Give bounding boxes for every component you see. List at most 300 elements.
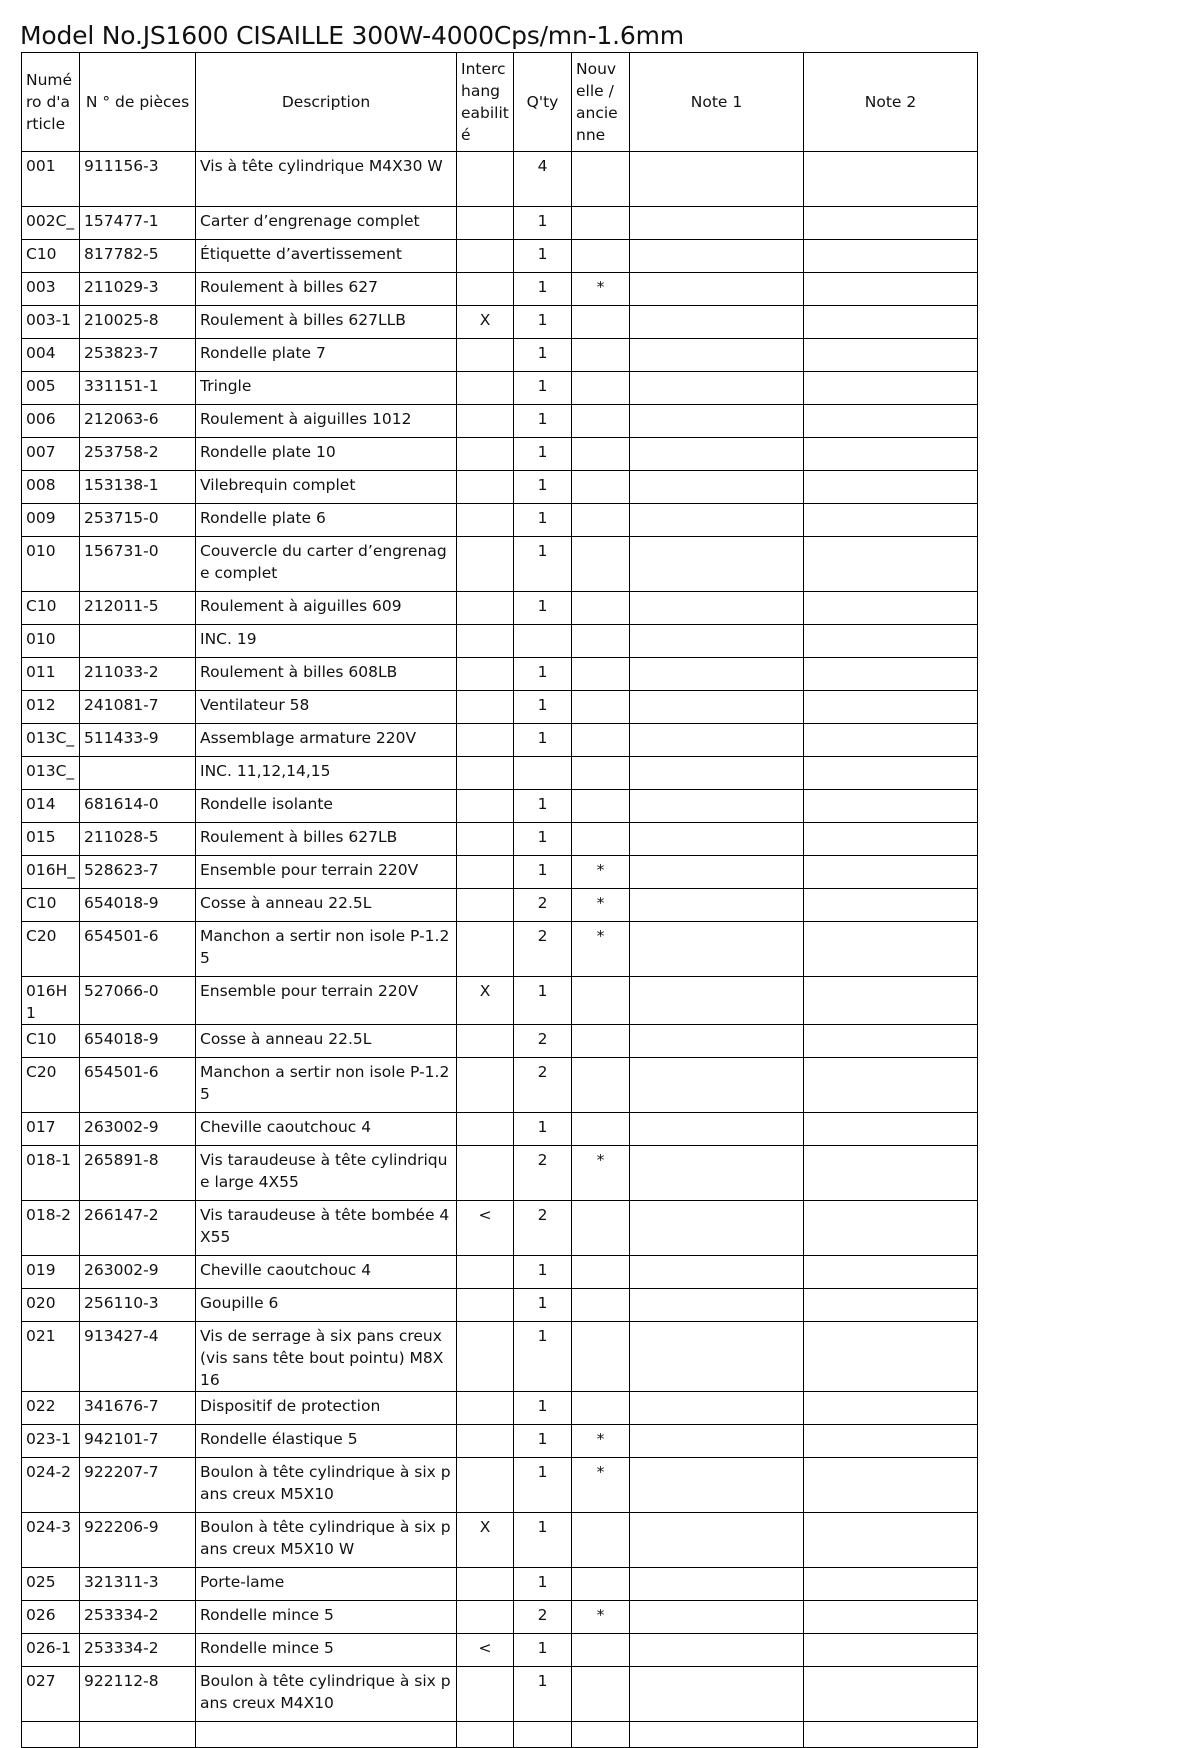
- cell-part-number: 817782-5: [80, 240, 196, 273]
- cell-new-old: [572, 1568, 630, 1601]
- cell-article: C10: [22, 1025, 80, 1058]
- cell-article: 018-1: [22, 1146, 80, 1201]
- cell-part-number: 253758-2: [80, 438, 196, 471]
- header-new-old: Nouvelle / ancienne: [572, 53, 630, 152]
- cell-interchangeability: X: [457, 306, 514, 339]
- cell-article: 002C_: [22, 207, 80, 240]
- cell-qty: 1: [514, 1458, 572, 1513]
- cell-qty: 2: [514, 1058, 572, 1113]
- cell-note-2: [804, 306, 978, 339]
- cell-part-number: [80, 625, 196, 658]
- cell-new-old: [572, 1025, 630, 1058]
- cell-qty: 1: [514, 977, 572, 1025]
- cell-description: INC. 19: [196, 625, 457, 658]
- cell-note-2: [804, 1568, 978, 1601]
- table-row: [22, 537, 978, 592]
- cell-new-old: [572, 240, 630, 273]
- cell-qty: 1: [514, 1392, 572, 1425]
- cell-new-old: [572, 1513, 630, 1568]
- cell-part-number: 153138-1: [80, 471, 196, 504]
- cell-qty: 1: [514, 471, 572, 504]
- cell-qty: 2: [514, 1601, 572, 1634]
- cell-description: Étiquette d’avertissement: [196, 240, 457, 273]
- cell-note-1: [630, 1667, 804, 1722]
- cell-description: Boulon à tête cylindrique à six pans creux M5X10 W: [196, 1513, 457, 1568]
- cell-description: Goupille 6: [196, 1289, 457, 1322]
- cell-part-number: 210025-8: [80, 306, 196, 339]
- table-row: [22, 152, 978, 207]
- cell-part-number: 527066-0: [80, 977, 196, 1025]
- cell-note-1: [630, 625, 804, 658]
- cell-part-number: 263002-9: [80, 1256, 196, 1289]
- cell-interchangeability: [457, 471, 514, 504]
- cell-note-2: [804, 1392, 978, 1425]
- cell-note-2: [804, 1146, 978, 1201]
- cell-note-1: [630, 1322, 804, 1392]
- cell-qty: [514, 757, 572, 790]
- cell-article: [22, 1722, 80, 1748]
- cell-interchangeability: [457, 1025, 514, 1058]
- cell-note-2: [804, 471, 978, 504]
- cell-note-1: [630, 1513, 804, 1568]
- document-title: Model No.JS1600 CISAILLE 300W-4000Cps/mn-1.6mm: [20, 21, 684, 50]
- table-row: [22, 977, 978, 1025]
- cell-note-2: [804, 724, 978, 757]
- cell-note-1: [630, 1568, 804, 1601]
- cell-note-1: [630, 1425, 804, 1458]
- cell-article: C10: [22, 240, 80, 273]
- cell-article: 025: [22, 1568, 80, 1601]
- cell-note-1: [630, 471, 804, 504]
- table-row: [22, 1201, 978, 1256]
- cell-interchangeability: [457, 1256, 514, 1289]
- cell-part-number: 253334-2: [80, 1601, 196, 1634]
- cell-qty: 1: [514, 306, 572, 339]
- cell-article: 015: [22, 823, 80, 856]
- cell-article: 023-1: [22, 1425, 80, 1458]
- cell-new-old: [572, 1256, 630, 1289]
- cell-description: Rondelle plate 10: [196, 438, 457, 471]
- cell-interchangeability: [457, 537, 514, 592]
- cell-note-2: [804, 1058, 978, 1113]
- cell-description: Assemblage armature 220V: [196, 724, 457, 757]
- cell-new-old: [572, 152, 630, 207]
- cell-note-1: [630, 1025, 804, 1058]
- cell-interchangeability: [457, 691, 514, 724]
- header-interchangeability: Interchangeabilité: [457, 53, 514, 152]
- table-row: [22, 1601, 978, 1634]
- cell-new-old: *: [572, 1601, 630, 1634]
- table-row: [22, 1425, 978, 1458]
- cell-new-old: [572, 592, 630, 625]
- cell-interchangeability: [457, 592, 514, 625]
- cell-description: Boulon à tête cylindrique à six pans creux M5X10: [196, 1458, 457, 1513]
- cell-part-number: 528623-7: [80, 856, 196, 889]
- cell-qty: 1: [514, 856, 572, 889]
- cell-note-2: [804, 1722, 978, 1748]
- cell-interchangeability: [457, 438, 514, 471]
- cell-description: Porte-lame: [196, 1568, 457, 1601]
- cell-description: Vis à tête cylindrique M4X30 W: [196, 152, 457, 207]
- cell-new-old: *: [572, 273, 630, 306]
- cell-new-old: [572, 1289, 630, 1322]
- cell-article: 007: [22, 438, 80, 471]
- cell-part-number: 253334-2: [80, 1634, 196, 1667]
- cell-part-number: 253823-7: [80, 339, 196, 372]
- cell-article: 004: [22, 339, 80, 372]
- cell-note-1: [630, 1392, 804, 1425]
- cell-qty: 1: [514, 1289, 572, 1322]
- cell-note-1: [630, 1601, 804, 1634]
- cell-interchangeability: [457, 625, 514, 658]
- cell-note-1: [630, 405, 804, 438]
- cell-description: Dispositif de protection: [196, 1392, 457, 1425]
- cell-note-1: [630, 977, 804, 1025]
- cell-article: 012: [22, 691, 80, 724]
- table-row: [22, 1392, 978, 1425]
- table-row: [22, 240, 978, 273]
- cell-new-old: [572, 537, 630, 592]
- cell-part-number: 331151-1: [80, 372, 196, 405]
- cell-qty: 4: [514, 152, 572, 207]
- parts-table-body: [22, 152, 978, 1748]
- cell-note-1: [630, 592, 804, 625]
- cell-note-1: [630, 856, 804, 889]
- cell-note-2: [804, 504, 978, 537]
- cell-part-number: 922206-9: [80, 1513, 196, 1568]
- cell-note-2: [804, 1113, 978, 1146]
- cell-description: Vis de serrage à six pans creux (vis sans tête bout pointu) M8X16: [196, 1322, 457, 1392]
- cell-part-number: 654018-9: [80, 889, 196, 922]
- cell-new-old: [572, 504, 630, 537]
- cell-qty: 1: [514, 438, 572, 471]
- table-row: [22, 405, 978, 438]
- cell-article: 021: [22, 1322, 80, 1392]
- cell-interchangeability: X: [457, 1513, 514, 1568]
- cell-article: 016H_: [22, 856, 80, 889]
- table-row: [22, 1667, 978, 1722]
- cell-interchangeability: [457, 1601, 514, 1634]
- cell-qty: 1: [514, 1322, 572, 1392]
- cell-part-number: 654501-6: [80, 1058, 196, 1113]
- table-row: [22, 1634, 978, 1667]
- cell-qty: [514, 625, 572, 658]
- cell-new-old: [572, 207, 630, 240]
- cell-interchangeability: [457, 922, 514, 977]
- cell-interchangeability: [457, 1667, 514, 1722]
- cell-note-2: [804, 339, 978, 372]
- cell-new-old: [572, 339, 630, 372]
- cell-description: Manchon a sertir non isole P-1.25: [196, 1058, 457, 1113]
- cell-new-old: *: [572, 1146, 630, 1201]
- table-row: [22, 1025, 978, 1058]
- cell-new-old: [572, 1722, 630, 1748]
- table-row: [22, 273, 978, 306]
- cell-part-number: 911156-3: [80, 152, 196, 207]
- cell-note-2: [804, 625, 978, 658]
- cell-interchangeability: [457, 339, 514, 372]
- cell-new-old: [572, 1201, 630, 1256]
- cell-description: Roulement à billes 627: [196, 273, 457, 306]
- cell-description: Cheville caoutchouc 4: [196, 1113, 457, 1146]
- cell-description: Ensemble pour terrain 220V: [196, 856, 457, 889]
- table-row: [22, 1568, 978, 1601]
- cell-description: INC. 11,12,14,15: [196, 757, 457, 790]
- table-row: [22, 1722, 978, 1748]
- table-row: [22, 306, 978, 339]
- cell-interchangeability: [457, 757, 514, 790]
- cell-article: 013C_: [22, 724, 80, 757]
- table-row: [22, 658, 978, 691]
- cell-article: 003: [22, 273, 80, 306]
- table-row: [22, 207, 978, 240]
- table-row: [22, 823, 978, 856]
- cell-qty: 2: [514, 889, 572, 922]
- cell-qty: 1: [514, 240, 572, 273]
- cell-qty: 2: [514, 1025, 572, 1058]
- cell-article: 020: [22, 1289, 80, 1322]
- cell-interchangeability: [457, 240, 514, 273]
- cell-description: Roulement à billes 608LB: [196, 658, 457, 691]
- cell-interchangeability: [457, 273, 514, 306]
- cell-part-number: 263002-9: [80, 1113, 196, 1146]
- cell-note-2: [804, 537, 978, 592]
- cell-qty: 1: [514, 1634, 572, 1667]
- cell-qty: 1: [514, 1513, 572, 1568]
- cell-description: Rondelle plate 6: [196, 504, 457, 537]
- cell-note-1: [630, 537, 804, 592]
- cell-note-2: [804, 1601, 978, 1634]
- cell-note-1: [630, 1289, 804, 1322]
- cell-note-1: [630, 1634, 804, 1667]
- cell-description: Rondelle élastique 5: [196, 1425, 457, 1458]
- header-part-number: N ° de pièces: [80, 53, 196, 152]
- cell-new-old: [572, 306, 630, 339]
- header-note-2: Note 2: [804, 53, 978, 152]
- cell-new-old: [572, 1392, 630, 1425]
- cell-note-1: [630, 273, 804, 306]
- table-row: [22, 724, 978, 757]
- cell-qty: 1: [514, 1256, 572, 1289]
- cell-note-2: [804, 790, 978, 823]
- cell-note-1: [630, 823, 804, 856]
- cell-article: C10: [22, 889, 80, 922]
- cell-note-2: [804, 922, 978, 977]
- cell-interchangeability: <: [457, 1634, 514, 1667]
- cell-note-2: [804, 889, 978, 922]
- cell-part-number: 681614-0: [80, 790, 196, 823]
- cell-part-number: [80, 1722, 196, 1748]
- cell-article: 005: [22, 372, 80, 405]
- cell-note-1: [630, 922, 804, 977]
- cell-interchangeability: [457, 1392, 514, 1425]
- cell-description: Roulement à billes 627LB: [196, 823, 457, 856]
- cell-note-2: [804, 1513, 978, 1568]
- cell-note-1: [630, 152, 804, 207]
- cell-article: 026: [22, 1601, 80, 1634]
- cell-note-1: [630, 438, 804, 471]
- cell-interchangeability: <: [457, 1201, 514, 1256]
- cell-part-number: [80, 757, 196, 790]
- table-header-row: [22, 53, 978, 152]
- cell-description: Rondelle plate 7: [196, 339, 457, 372]
- cell-note-1: [630, 1722, 804, 1748]
- cell-note-1: [630, 1146, 804, 1201]
- cell-note-2: [804, 273, 978, 306]
- cell-description: Ensemble pour terrain 220V: [196, 977, 457, 1025]
- table-row: [22, 856, 978, 889]
- cell-qty: 1: [514, 790, 572, 823]
- table-row: [22, 1058, 978, 1113]
- cell-interchangeability: [457, 152, 514, 207]
- cell-part-number: 157477-1: [80, 207, 196, 240]
- cell-part-number: 942101-7: [80, 1425, 196, 1458]
- cell-interchangeability: [457, 405, 514, 438]
- cell-description: Ventilateur 58: [196, 691, 457, 724]
- cell-interchangeability: [457, 1289, 514, 1322]
- cell-note-2: [804, 240, 978, 273]
- cell-qty: 2: [514, 1146, 572, 1201]
- cell-interchangeability: [457, 1113, 514, 1146]
- table-row: [22, 592, 978, 625]
- cell-article: 010: [22, 537, 80, 592]
- cell-qty: 1: [514, 1113, 572, 1146]
- cell-part-number: 253715-0: [80, 504, 196, 537]
- cell-article: 003-1: [22, 306, 80, 339]
- cell-article: C20: [22, 922, 80, 977]
- table-row: [22, 1322, 978, 1392]
- cell-article: 001: [22, 152, 80, 207]
- cell-article: 024-3: [22, 1513, 80, 1568]
- cell-note-2: [804, 592, 978, 625]
- cell-new-old: *: [572, 856, 630, 889]
- cell-interchangeability: [457, 1058, 514, 1113]
- header-article: Numéro d'article: [22, 53, 80, 152]
- cell-part-number: 654018-9: [80, 1025, 196, 1058]
- cell-part-number: 321311-3: [80, 1568, 196, 1601]
- cell-note-1: [630, 240, 804, 273]
- cell-article: 016H1: [22, 977, 80, 1025]
- cell-part-number: 212011-5: [80, 592, 196, 625]
- cell-part-number: 922207-7: [80, 1458, 196, 1513]
- cell-part-number: 211028-5: [80, 823, 196, 856]
- table-row: [22, 922, 978, 977]
- cell-qty: 1: [514, 823, 572, 856]
- cell-note-2: [804, 438, 978, 471]
- cell-part-number: 212063-6: [80, 405, 196, 438]
- cell-new-old: *: [572, 922, 630, 977]
- cell-note-1: [630, 790, 804, 823]
- cell-interchangeability: [457, 504, 514, 537]
- cell-description: Rondelle mince 5: [196, 1601, 457, 1634]
- header-qty: Q'ty: [514, 53, 572, 152]
- header-note-1: Note 1: [630, 53, 804, 152]
- cell-part-number: 211029-3: [80, 273, 196, 306]
- cell-part-number: 654501-6: [80, 922, 196, 977]
- cell-new-old: [572, 372, 630, 405]
- cell-note-2: [804, 1201, 978, 1256]
- cell-interchangeability: [457, 372, 514, 405]
- cell-article: 017: [22, 1113, 80, 1146]
- cell-interchangeability: [457, 856, 514, 889]
- cell-qty: 1: [514, 658, 572, 691]
- cell-new-old: [572, 790, 630, 823]
- cell-note-2: [804, 207, 978, 240]
- table-row: [22, 1256, 978, 1289]
- cell-note-1: [630, 691, 804, 724]
- cell-part-number: 913427-4: [80, 1322, 196, 1392]
- cell-note-1: [630, 1256, 804, 1289]
- cell-note-2: [804, 1667, 978, 1722]
- table-row: [22, 504, 978, 537]
- cell-article: C20: [22, 1058, 80, 1113]
- cell-new-old: [572, 1058, 630, 1113]
- cell-interchangeability: [457, 1322, 514, 1392]
- cell-note-2: [804, 1289, 978, 1322]
- cell-new-old: *: [572, 889, 630, 922]
- cell-note-1: [630, 1113, 804, 1146]
- cell-description: Cosse à anneau 22.5L: [196, 1025, 457, 1058]
- table-row: [22, 790, 978, 823]
- cell-description: Vis taraudeuse à tête bombée 4X55: [196, 1201, 457, 1256]
- cell-interchangeability: [457, 790, 514, 823]
- cell-note-1: [630, 504, 804, 537]
- table-row: [22, 372, 978, 405]
- table-row: [22, 625, 978, 658]
- cell-qty: 1: [514, 273, 572, 306]
- table-row: [22, 691, 978, 724]
- cell-new-old: [572, 757, 630, 790]
- cell-note-2: [804, 1458, 978, 1513]
- cell-note-1: [630, 757, 804, 790]
- cell-part-number: 511433-9: [80, 724, 196, 757]
- cell-interchangeability: [457, 724, 514, 757]
- table-row: [22, 889, 978, 922]
- cell-description: Roulement à aiguilles 609: [196, 592, 457, 625]
- cell-article: 013C_: [22, 757, 80, 790]
- cell-interchangeability: [457, 889, 514, 922]
- cell-description: Vilebrequin complet: [196, 471, 457, 504]
- cell-note-1: [630, 372, 804, 405]
- cell-note-1: [630, 1201, 804, 1256]
- cell-description: Cheville caoutchouc 4: [196, 1256, 457, 1289]
- cell-note-2: [804, 658, 978, 691]
- cell-note-1: [630, 339, 804, 372]
- cell-interchangeability: [457, 1146, 514, 1201]
- table-row: [22, 1458, 978, 1513]
- cell-qty: 1: [514, 1568, 572, 1601]
- cell-note-1: [630, 889, 804, 922]
- table-row: [22, 339, 978, 372]
- cell-article: 026-1: [22, 1634, 80, 1667]
- cell-note-2: [804, 977, 978, 1025]
- cell-qty: 1: [514, 372, 572, 405]
- cell-article: 024-2: [22, 1458, 80, 1513]
- cell-note-2: [804, 856, 978, 889]
- cell-interchangeability: [457, 658, 514, 691]
- cell-article: C10: [22, 592, 80, 625]
- parts-table: [21, 52, 978, 1748]
- cell-article: 014: [22, 790, 80, 823]
- cell-description: Manchon a sertir non isole P-1.25: [196, 922, 457, 977]
- cell-qty: 1: [514, 691, 572, 724]
- cell-interchangeability: X: [457, 977, 514, 1025]
- cell-article: 018-2: [22, 1201, 80, 1256]
- cell-article: 010: [22, 625, 80, 658]
- cell-qty: 1: [514, 207, 572, 240]
- cell-note-1: [630, 724, 804, 757]
- cell-description: Boulon à tête cylindrique à six pans creux M4X10: [196, 1667, 457, 1722]
